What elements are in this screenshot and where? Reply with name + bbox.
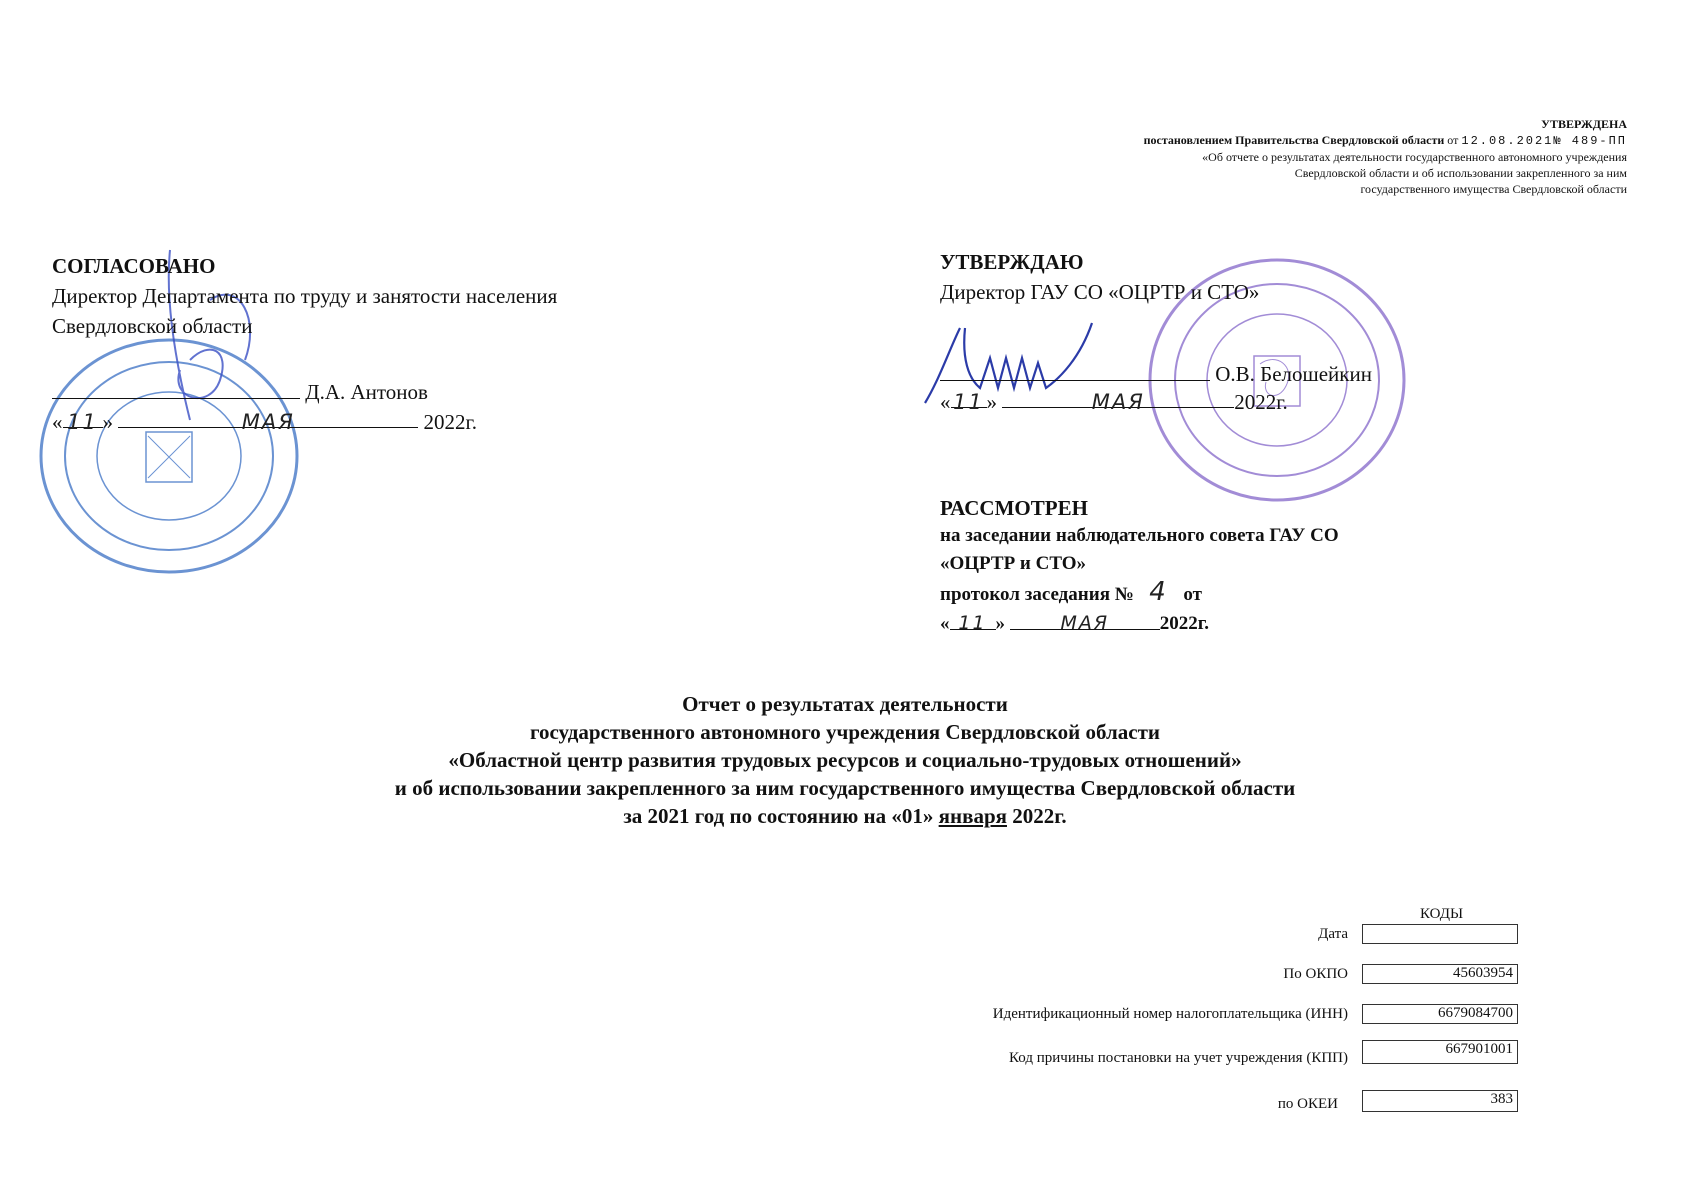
approval-reference-line1 [907, 132, 1627, 149]
code-value-date [1362, 924, 1518, 944]
report-period-prefix: за 2021 год по состоянию на «01» [623, 804, 939, 828]
reviewed-protocol-number: 4 [1149, 577, 1168, 607]
agreed-date-row [52, 407, 712, 435]
agreed-date-quote-open: « [52, 410, 63, 434]
code-value-kpp: 667901001 [1362, 1040, 1518, 1064]
approve-signer: О.В. Белошейкин [1215, 362, 1372, 386]
agreed-block [52, 251, 712, 435]
reviewed-from-label: от [1183, 584, 1202, 605]
approval-reference-number: 12.08.2021№ 489-ПП [1461, 134, 1627, 148]
approve-heading: УТВЕРЖДАЮ [940, 250, 1084, 274]
reviewed-date-day: 11 [950, 609, 996, 630]
approve-position: Директор ГАУ СО «ОЦРТР и СТО» [940, 280, 1260, 304]
approve-signature-row [940, 359, 1500, 387]
approve-block [940, 247, 1500, 415]
agreed-position-line2: Свердловской области [52, 314, 253, 338]
codes-header: КОДЫ [1420, 906, 1464, 922]
agreed-date-day: 11 [63, 407, 103, 428]
approval-reference-from: от [1444, 133, 1462, 147]
reviewed-date-month: МАЯ [1010, 609, 1160, 630]
approve-date-quote-close: » [986, 390, 997, 414]
reviewed-block [940, 494, 1500, 638]
agreed-signature-line [52, 378, 300, 399]
code-label-date: Дата [1318, 926, 1348, 942]
approve-date-year: 2022г. [1234, 390, 1288, 414]
report-title [180, 690, 1510, 830]
approval-reference-line3: Свердловской области и об использовании закрепленного за ним [1294, 166, 1627, 180]
report-period-year: 2022г. [1006, 804, 1067, 828]
reviewed-protocol-row [940, 578, 1500, 609]
reviewed-date-row [940, 609, 1500, 638]
reviewed-date-quote-open: « [940, 613, 950, 634]
approval-reference-title: УТВЕРЖДЕНА [1541, 117, 1627, 131]
code-label-okei: по ОКЕИ [1277, 1096, 1338, 1112]
reviewed-date-year: 2022г. [1159, 613, 1209, 634]
approval-reference-decree: постановлением Правительства Свердловской области [1143, 133, 1445, 147]
agreed-date-quote-close: » [102, 410, 113, 434]
reviewed-heading: РАССМОТРЕН [940, 496, 1088, 520]
agreed-signature-row [52, 377, 712, 405]
agreed-signer: Д.А. Антонов [305, 380, 428, 404]
agreed-heading: СОГЛАСОВАНО [52, 254, 216, 278]
agreed-date-month: МАЯ [118, 407, 418, 428]
report-title-line5 [180, 802, 1510, 830]
approve-signature-line [940, 360, 1210, 381]
report-title-line1: Отчет о результатах деятельности [682, 692, 1008, 716]
reviewed-date-quote-close: » [995, 613, 1005, 634]
reviewed-line1: на заседании наблюдательного совета ГАУ СО [940, 525, 1339, 546]
report-title-line3: «Областной центр развития трудовых ресурсов и социально-трудовых отношений» [448, 748, 1242, 772]
report-title-line2: государственного автономного учреждения Свердловской области [529, 720, 1161, 744]
approve-date-quote-open: « [940, 390, 951, 414]
agreed-date-year: 2022г. [423, 410, 477, 434]
approval-reference [907, 116, 1627, 197]
approval-reference-line2: «Об отчете о результатах деятельности государственного автономного учреждения [1202, 150, 1627, 164]
report-title-line4: и об использовании закрепленного за ним государственного имущества Свердловской области [394, 776, 1296, 800]
agreed-position-line1: Директор Департамента по труду и занятости населения [52, 284, 558, 308]
approve-date-row [940, 387, 1500, 415]
report-period-month: января [938, 804, 1007, 828]
code-label-kpp: Код причины постановки на учет учреждения (КПП) [1009, 1050, 1348, 1066]
approve-date-day: 11 [951, 387, 987, 408]
reviewed-line2: «ОЦРТР и СТО» [940, 553, 1087, 574]
code-label-inn: Идентификационный номер налогоплательщика (ИНН) [992, 1006, 1348, 1022]
code-value-okpo: 45603954 [1362, 964, 1518, 984]
approval-reference-line4: государственного имущества Свердловской области [1360, 182, 1627, 196]
reviewed-protocol-label: протокол заседания № [940, 584, 1134, 605]
code-value-inn: 6679084700 [1362, 1004, 1518, 1024]
code-value-okei: 383 [1362, 1090, 1518, 1112]
code-label-okpo: По ОКПО [1283, 966, 1348, 982]
approve-date-month: МАЯ [1002, 387, 1234, 408]
